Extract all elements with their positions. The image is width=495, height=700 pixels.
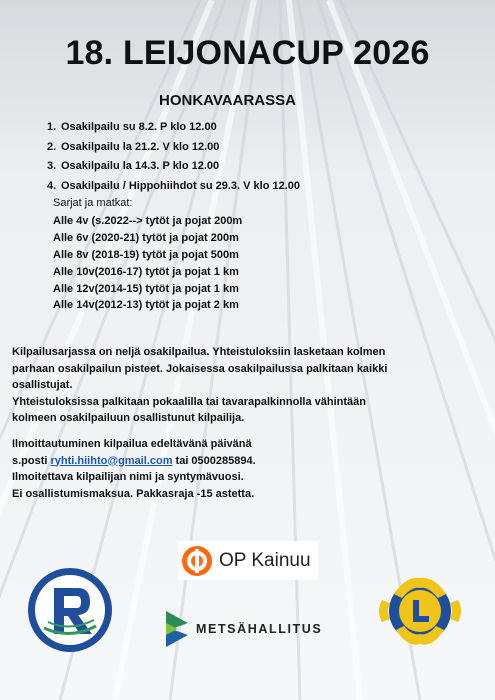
op-kainuu-logo [178, 541, 318, 580]
email-line [12, 455, 256, 472]
series-heading: Sarjat ja matkat: [53, 197, 133, 209]
race-number: 1. [47, 121, 57, 133]
info-line: kolmeen osakilpailuun osallistunut kilpailija. [12, 412, 245, 424]
race-text: Osakilpailu la 21.2. V klo 12.00 [61, 140, 220, 153]
race-item [47, 160, 300, 180]
metsahallitus-logo [166, 611, 322, 647]
phone-text: tai 0500285894. [172, 454, 256, 467]
page-title: 18. LEIJONACUP 2026 [65, 34, 430, 72]
name-requirement-line: Ilmoitettava kilpailijan nimi ja syntymävuosi. [12, 471, 244, 483]
series-item: Alle 8v (2018-19) tytöt ja pojat 500m [53, 248, 239, 261]
fee-line: Ei osallistumismaksua. Pakkasraja -15 astetta. [12, 487, 255, 500]
op-logo-text: OP Kainuu [219, 549, 311, 571]
race-item [47, 121, 300, 141]
lions-international-logo-icon [376, 570, 464, 652]
info-line: Kilpailusarjassa on neljä osakilpailua. Yhteistuloksiin lasketaan kolmen [12, 346, 386, 358]
ryhti-club-logo-icon [26, 566, 114, 654]
op-logo-icon [181, 545, 213, 577]
info-line: Yhteistuloksissa palkitaan pokaalilla tai tavarapalkinnolla vähintään [12, 395, 366, 408]
race-number: 2. [47, 140, 57, 153]
series-section [53, 197, 242, 316]
info-paragraph [12, 346, 482, 429]
series-item: Alle 14v(2012-13) tytöt ja pojat 2 km [53, 299, 239, 312]
race-item [47, 141, 300, 161]
metsahallitus-logo-icon [166, 611, 188, 647]
race-number: 4. [47, 179, 57, 192]
series-item: Alle 6v (2020-21) tytöt ja pojat 200m [53, 231, 239, 244]
race-text: Osakilpailu su 8.2. P klo 12.00 [61, 121, 217, 133]
info-line: osallistujat. [12, 379, 73, 391]
email-prefix: s.posti [12, 454, 51, 467]
info-line: parhaan osakilpailun pisteet. Jokaisessa osakilpailussa palkitaan kaikki [12, 362, 388, 375]
contact-section [12, 438, 256, 504]
registration-line: Ilmoittautuminen kilpailua edeltävänä päivänä [12, 438, 252, 450]
series-item: Alle 12v(2014-15) tytöt ja pojat 1 km [53, 282, 239, 295]
subtitle: HONKAVAARASSA [159, 92, 296, 109]
metsahallitus-logo-text: METSÄHALLITUS [196, 622, 323, 636]
race-number: 3. [47, 160, 57, 172]
email-link[interactable]: ryhti.hiihto@gmail.com [50, 454, 173, 467]
race-text: Osakilpailu / Hippohiihdot su 29.3. V klo 12.00 [61, 179, 301, 192]
series-item: Alle 4v (s.2022--> tytöt ja pojat 200m [53, 215, 243, 227]
series-item: Alle 10v(2016-17) tytöt ja pojat 1 km [53, 265, 239, 278]
race-text: Osakilpailu la 14.3. P klo 12.00 [61, 160, 220, 172]
race-list [47, 121, 300, 199]
